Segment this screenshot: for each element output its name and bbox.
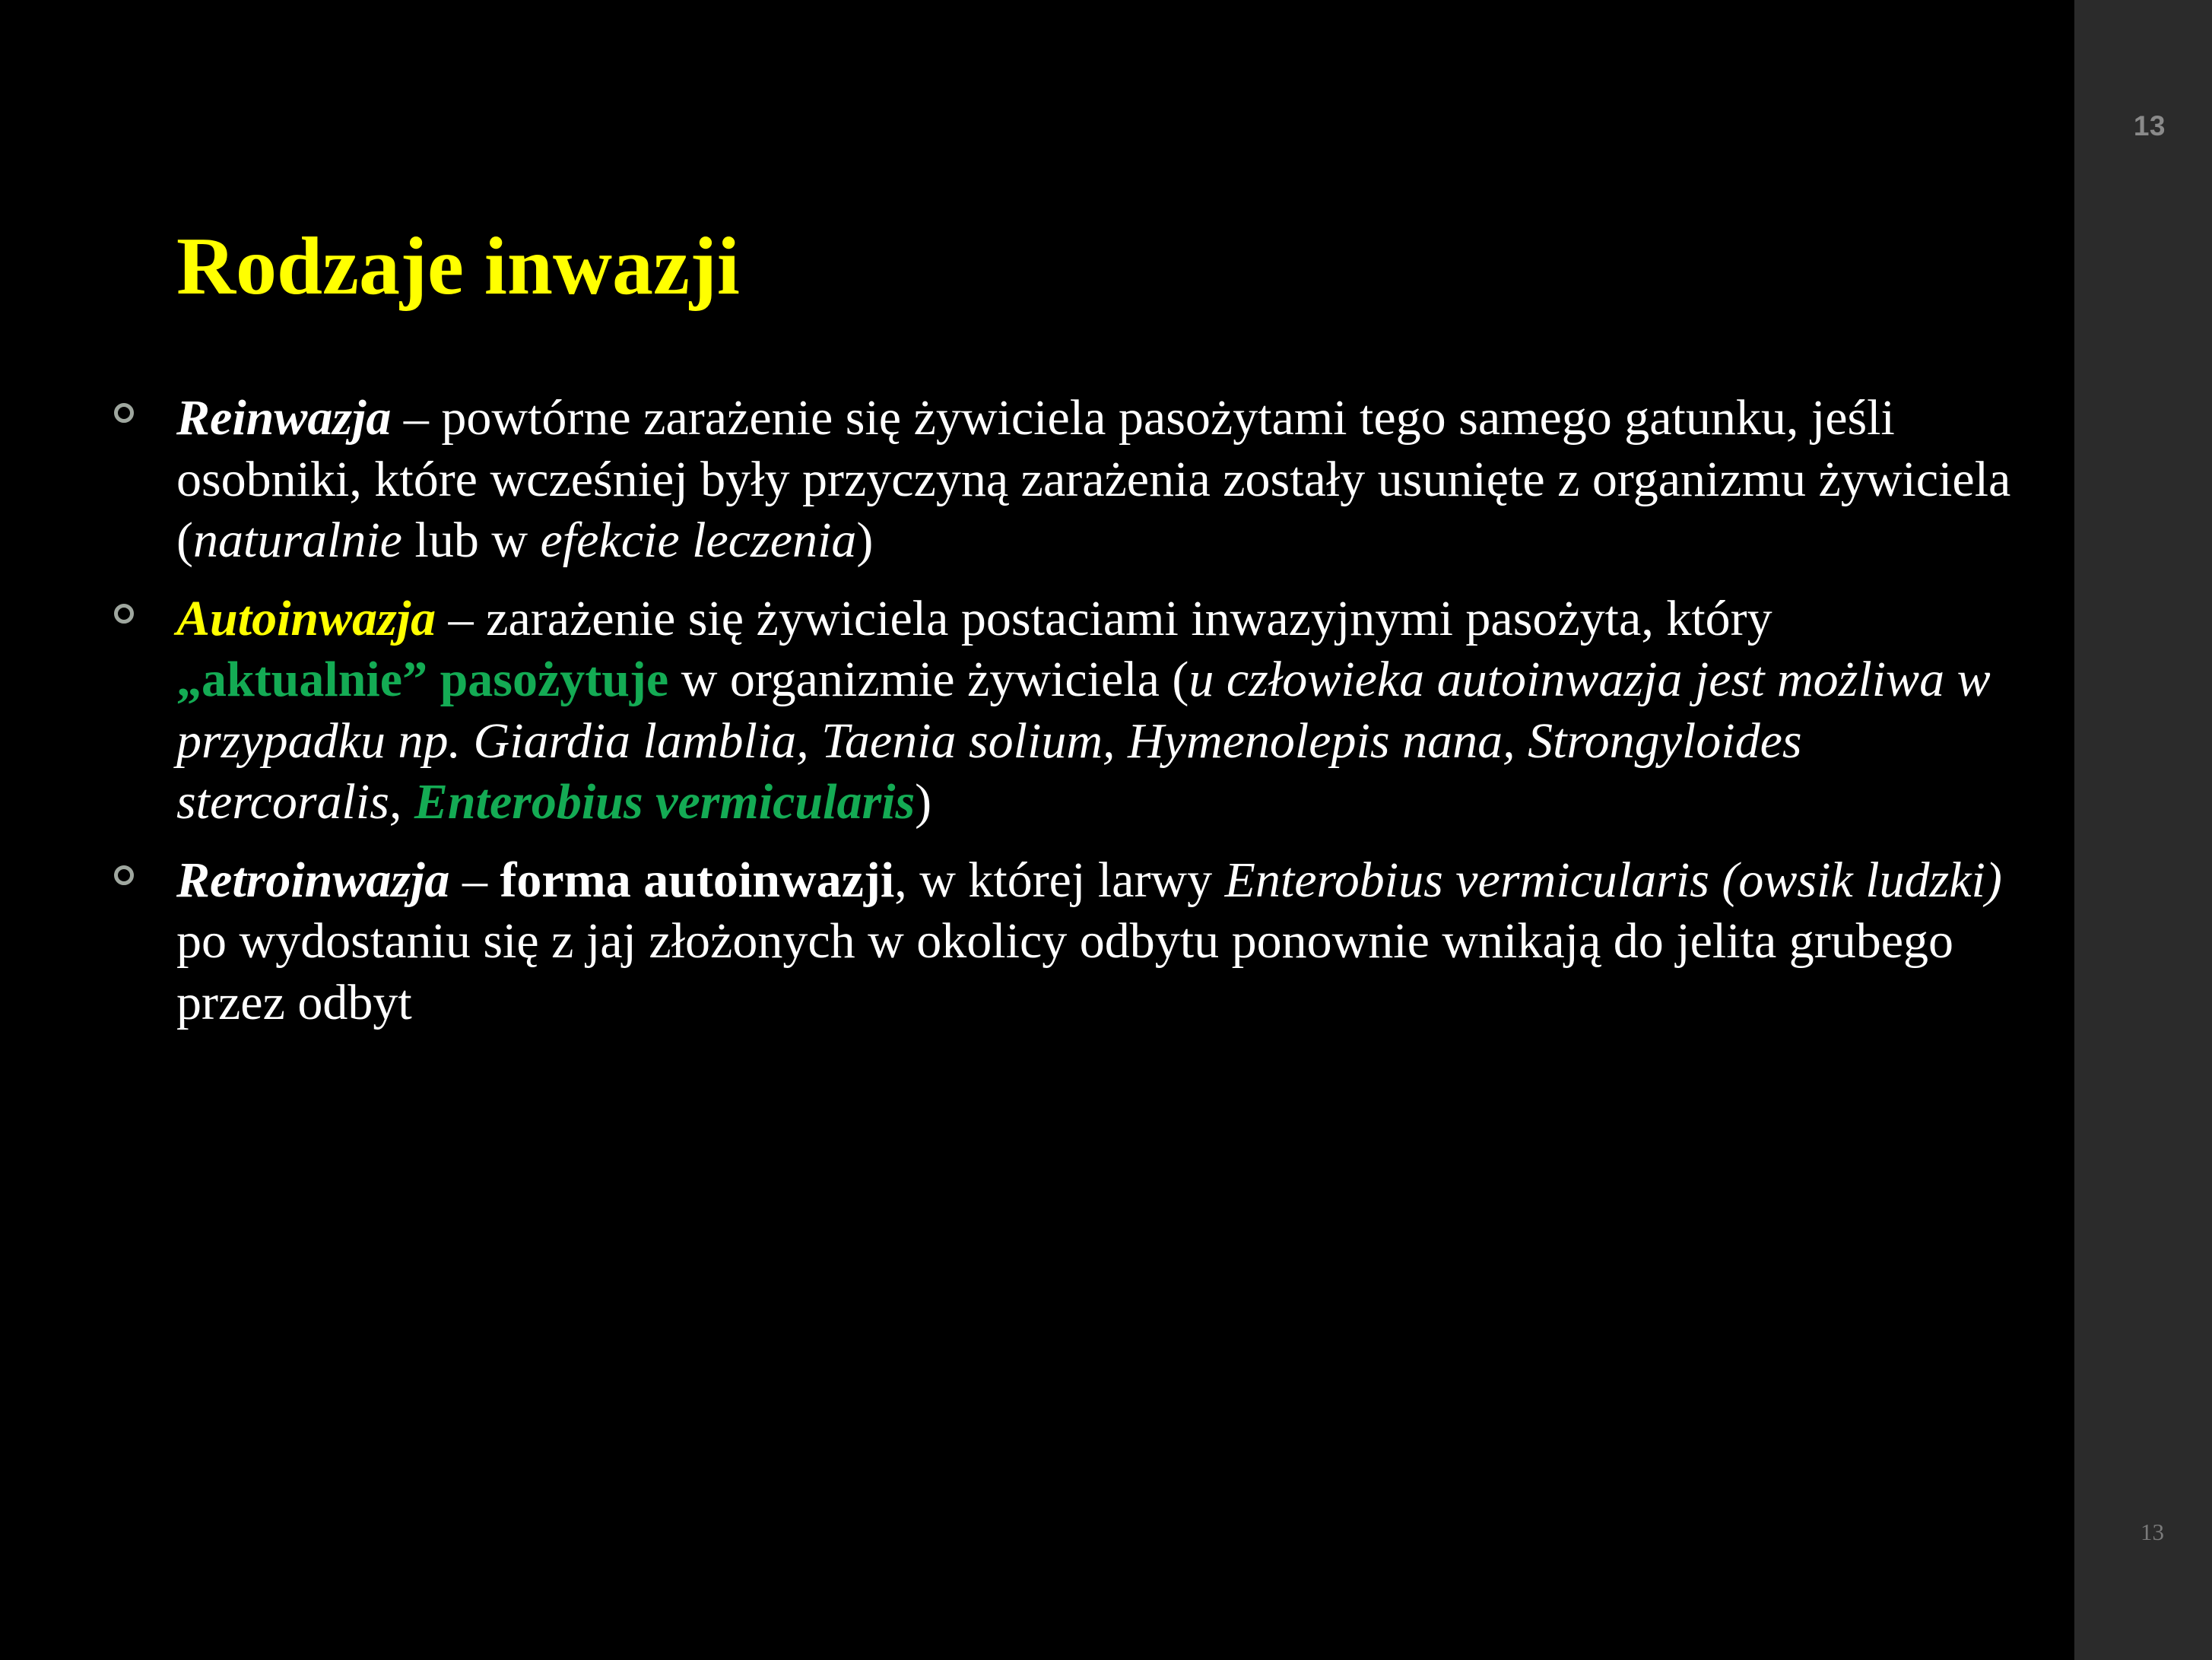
list-item	[106, 589, 2023, 833]
slide-body	[106, 388, 2023, 1050]
page-number-bottom: 13	[2141, 1519, 2164, 1545]
highlight-aktualnie-pasozytuje: „aktualnie” pasożytuje	[176, 652, 669, 708]
body-text: po wydostaniu się z jaj złożonych w okolicy odbytu ponownie wnikają do jelita grubego przez odbyt	[176, 913, 1954, 1030]
dash: –	[449, 852, 500, 908]
body-text: )	[915, 774, 932, 830]
italic-enterobius-owsik: Enterobius vermicularis (owsik ludzki)	[1224, 852, 2002, 908]
term-reinwazja: Reinwazja	[176, 390, 392, 446]
bullet-list	[106, 388, 2023, 1033]
italic-note: u człowieka autoinwazja jest możliwa w przypadku np. Giardia lamblia, Taenia solium, Hymenolepis nana, Strongyloides stercoralis,	[176, 652, 1991, 830]
body-text: , w której larwy	[894, 852, 1225, 908]
term-autoinwazja: Autoinwazja	[176, 590, 436, 646]
italic-efekcie-leczenia: efekcie leczenia	[540, 513, 857, 569]
body-text: zarażenie się żywiciela postaciami inwazyjnymi pasożyta, który	[486, 590, 1772, 646]
body-text: w organizmie żywiciela (	[668, 652, 1189, 708]
dash: –	[391, 390, 442, 446]
bullet-marker-icon	[114, 604, 134, 624]
dash: –	[436, 590, 487, 646]
list-item	[106, 850, 2023, 1034]
italic-naturalnie: naturalnie	[192, 513, 402, 569]
body-text: )	[856, 513, 874, 569]
right-gutter	[2074, 0, 2212, 1660]
bold-forma-autoinwazji: forma autoinwazji	[500, 852, 895, 908]
term-retroinwazja: Retroinwazja	[176, 852, 450, 908]
body-text: powtórne zarażenie się żywiciela pasożytami tego samego gatunku, jeśli osobniki, które wcześniej były przyczyną zarażenia zostały usunięte z organizmu żywiciela (	[176, 390, 2011, 569]
list-item	[106, 388, 2023, 572]
bullet-marker-icon	[114, 403, 134, 423]
highlight-enterobius-vermicularis: Enterobius vermicularis	[414, 774, 916, 830]
body-text: lub w	[401, 513, 541, 569]
page-title: Rodzaje inwazji	[176, 221, 740, 313]
bullet-marker-icon	[114, 865, 134, 885]
page-number-top: 13	[2133, 110, 2166, 141]
